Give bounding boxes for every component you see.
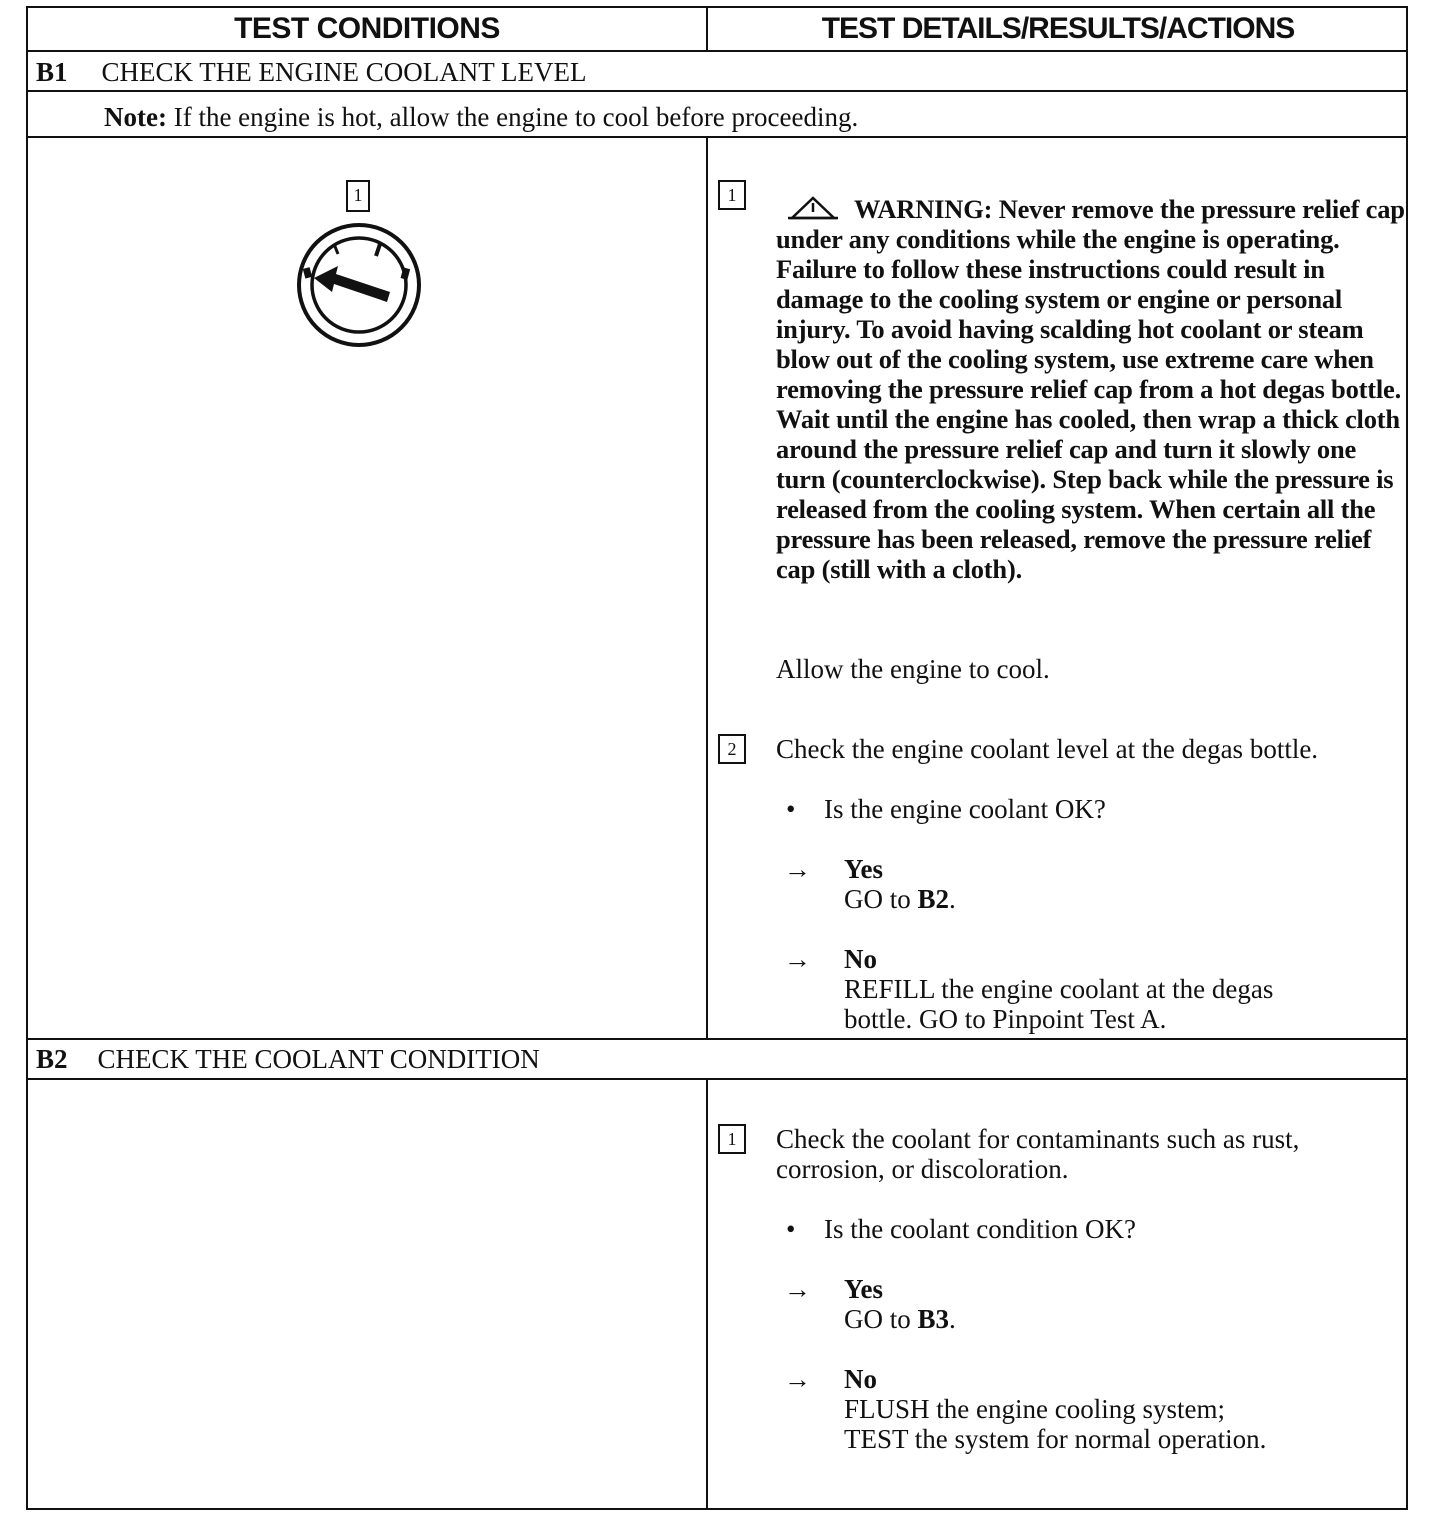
b1-title: CHECK THE ENGINE COOLANT LEVEL: [101, 57, 587, 87]
note-text: If the engine is hot, allow the engine to cool before proceeding.: [173, 102, 859, 132]
warning-text: WARNING: Never remove the pressure relief cap under any conditions while the engine is operating. Failure to follow these instructions could result in damage to the cooling system or engine or personal injury. To avoid having scalding hot coolant or steam blow out of the cooling system, use extreme care when removing the pressure relief cap from a hot degas bottle. Wait until the engine has cooled, then wrap a thick cloth around the pressure relief cap and turn it slowly one turn (counterclockwise). Step back while the pressure is released from the cooling system. When certain all the pressure has been released, remove the pressure relief cap (still with a cloth).: [776, 194, 1405, 584]
b1-step1-after: Allow the engine to cool.: [776, 654, 1050, 684]
note-label: Note:: [104, 102, 167, 132]
b1-no-answer: [844, 944, 1273, 1034]
b1-id: B1: [36, 57, 68, 87]
b1-yes-label: Yes: [844, 854, 883, 884]
b1-no-label: No: [844, 944, 877, 974]
b1-yes-answer: [844, 854, 956, 914]
b2-yes-prefix: GO to: [844, 1304, 918, 1334]
b2-yes-suffix: .: [949, 1304, 956, 1334]
b1-yes-target: B2: [917, 884, 950, 914]
b2-no-label: No: [844, 1364, 877, 1394]
b1-step1-number: 1: [718, 180, 746, 210]
b1-section-title: [36, 57, 586, 88]
b2-step1-line1: Check the coolant for contaminants such as rust,: [776, 1124, 1300, 1154]
b1-no-line2: bottle. GO to Pinpoint Test A.: [844, 1004, 1167, 1034]
b2-no-line2: TEST the system for normal operation.: [844, 1424, 1267, 1454]
b1-step2-number: 2: [718, 734, 746, 764]
b1-end-divider: [28, 1038, 1406, 1040]
b2-step1-number: 1: [718, 1124, 746, 1154]
b1-no-line1: REFILL the engine coolant at the degas: [844, 974, 1274, 1004]
header-divider: [28, 50, 1406, 52]
warning-triangle-icon: [786, 196, 840, 220]
b2-no-arrow: →: [784, 1364, 811, 1394]
b1-step2-text: Check the engine coolant level at the degas bottle.: [776, 734, 1319, 764]
header-test-conditions: TEST CONDITIONS: [234, 12, 500, 45]
b2-yes-target: B3: [917, 1304, 950, 1334]
b2-no-answer: [844, 1364, 1266, 1454]
b2-id: B2: [36, 1044, 68, 1074]
b1-question: Is the engine coolant OK?: [824, 794, 1106, 824]
b1-bullet: •: [786, 794, 796, 824]
pressure-cap-icon: [294, 220, 424, 350]
b1-note: [104, 102, 858, 133]
header-test-details: TEST DETAILS/RESULTS/ACTIONS: [821, 12, 1295, 45]
b1-title-divider: [28, 90, 1406, 92]
b2-yes-label: Yes: [844, 1274, 883, 1304]
note-divider: [28, 136, 1406, 138]
b1-column-divider: [706, 136, 708, 1038]
b2-step1-text: [776, 1124, 1299, 1184]
b2-no-line1: FLUSH the engine cooling system;: [844, 1394, 1225, 1424]
b2-question: Is the coolant condition OK?: [824, 1214, 1136, 1244]
b2-yes-arrow: →: [784, 1274, 811, 1304]
b2-bullet: •: [786, 1214, 796, 1244]
b1-no-arrow: →: [784, 944, 811, 974]
b2-yes-answer: [844, 1274, 956, 1334]
b2-step1-line2: corrosion, or discoloration.: [776, 1154, 1069, 1184]
b1-yes-arrow: →: [784, 854, 811, 884]
b2-column-divider: [706, 1078, 708, 1510]
b1-yes-prefix: GO to: [844, 884, 918, 914]
diagnostic-table: [26, 6, 1408, 1510]
b2-title-divider: [28, 1078, 1406, 1080]
b2-title: CHECK THE COOLANT CONDITION: [97, 1044, 540, 1074]
b1-warning: [776, 194, 1406, 584]
b1-yes-suffix: .: [949, 884, 956, 914]
figure-callout-1: 1: [346, 180, 370, 212]
b2-section-title: [36, 1044, 540, 1075]
